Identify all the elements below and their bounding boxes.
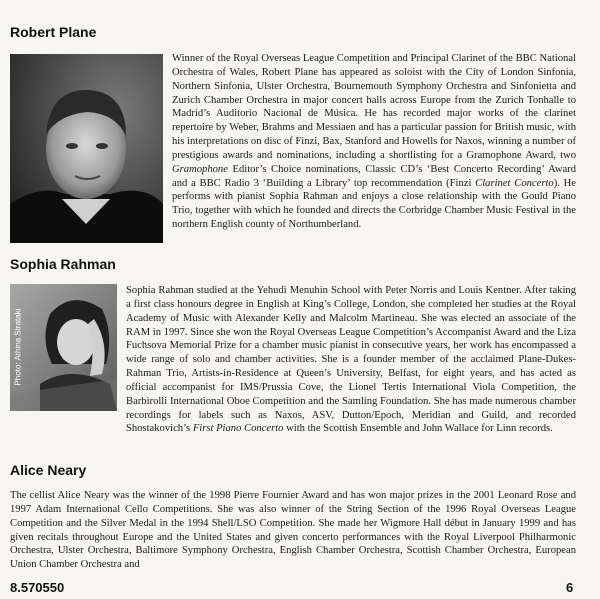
alice-neary-bio [10, 489, 576, 572]
bio-text: with the Scottish Ensemble and John Wallace for Linn records. [283, 423, 553, 435]
robert-plane-portrait-image [10, 54, 163, 243]
photo-credit-strip [12, 288, 24, 406]
sophia-rahman-photo [10, 284, 117, 411]
bio-text: Editor’s Choice nominations, Classic CD’s ‘Best Concerto Recording’ Award and a BBC Radio 3 ‘Building a Library’ top recommendation (Finzi [172, 163, 576, 189]
catalog-number: 8.570550 [10, 580, 65, 595]
bio-text: The cellist Alice Neary was the winner of the 1998 Pierre Fournier Award and has won major prizes in the 2001 Leonard Rose and 1997 Adam International Cello Competitions. She was also winner of the String Section of the 1996 Royal Overseas League Competition and the Silver Medal in the 1994 Shell/LSO Competition. She made her Wigmore Hall début in January 1999 and has given recitals throughout Europe and the United States and given concerto performances with the Royal Liverpool Philharmonic Orchestra, Ulster Orchestra, Baltimore Symphony Orchestra, English Chamber Orchestra, Scottish Chamber Orchestra, European Union Chamber Orchestra and [10, 490, 576, 571]
bio-text: Sophia Rahman studied at the Yehudi Menuhin School with Peter Norris and Louis Kentner. After taking a first class honours degree in English at King’s College, London, she completed her studies at the Royal Academy of Music with Alexander Kelly and Malcolm Martineau. She was elected an associate of the RAM in 1997. Since she won the Royal Overseas League Competition’s Accompanist Award and the Liza Fuchsova Memorial Prize for a chamber music pianist in consecutive years, her work has encompassed a wide range of solo and chamber activities. She is a founder member of the acclaimed Plane-Dukes-Rahman Trio, Artists-in-Residence at Queen’s University, Belfast, for eight years, and has acted as official accompanist for IMS/Prussia Cove, the Lionel Tertis International Viola Competition, the Barbirolli International Oboe Competition and the Samling Foundation. She has made numerous chamber recordings for labels such as Naxos, ASV, Dutton/Epoch, Meridian and Guild, and recorded Shostakovich’s [126, 285, 576, 435]
bio-text-italic: Gramophone [172, 163, 228, 175]
heading-alice-neary: Alice Neary [10, 462, 87, 478]
bio-text-italic: Clarinet Concerto [475, 177, 554, 189]
sophia-rahman-portrait-image [10, 284, 117, 411]
robert-plane-photo [10, 54, 163, 243]
heading-sophia-rahman: Sophia Rahman [10, 256, 116, 272]
page-number: 6 [566, 580, 574, 595]
bio-text-italic: First Piano Concerto [192, 423, 284, 435]
photo-credit: Photo: Athina Strataki [13, 308, 23, 386]
robert-plane-bio [172, 52, 576, 232]
heading-robert-plane: Robert Plane [10, 24, 97, 40]
bio-text: Winner of the Royal Overseas League Competition and Principal Clarinet of the BBC National Orchestra of Wales, Robert Plane has appeared as soloist with the City of London Sinfonia, Northern Sinfonia, Ulster Orchestra, Bournemouth Symphony Orchestra and Sinfonietta and Zurich Chamber Orchestra in major concert halls across Europe from the Zurich Tonhalle to Madrid’s Auditorio Nacional de Música. He has recorded major works of the clarinet repertoire by Weber, Brahms and Messiaen and has a particular passion for British music, with his interpretations on disc of Finzi, Bax, Stanford and Howells for Naxos, winning a number of prestigious awards and nominations, including a shortlisting for a Gramophone Award, two [172, 53, 576, 161]
sophia-rahman-bio [126, 284, 576, 436]
bio-text: ). He performs with pianist Sophia Rahman and enjoys a close relationship with the Gould Piano Trio, together with which he founded and directs the Corbridge Chamber Music Festival in the northern English county of Northumberland. [172, 177, 576, 231]
